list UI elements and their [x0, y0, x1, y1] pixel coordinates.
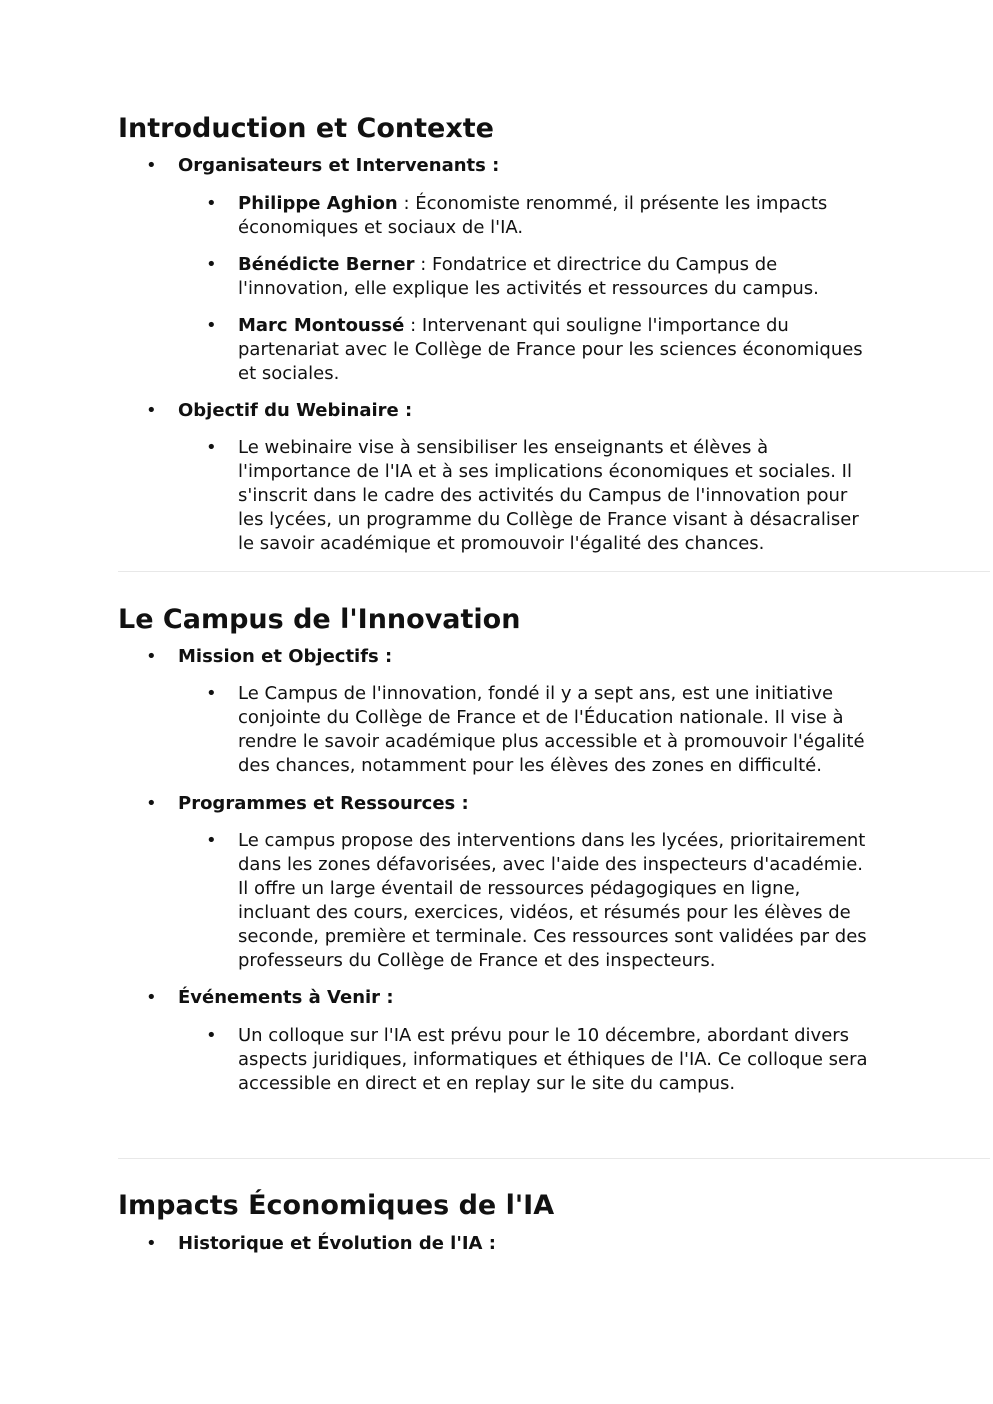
section-divider — [118, 1158, 990, 1159]
list-item — [118, 399, 872, 556]
paragraph-text: Un colloque sur l'IA est prévu pour le 10 décembre, abordant divers aspects juridiques, informatiques et éthiques de l'IA. Ce colloque sera accessible en direct et en replay sur le site du campus. — [238, 1025, 868, 1094]
bullet-icon: • — [206, 254, 217, 275]
bullet-list — [118, 645, 990, 1096]
bullet-icon: • — [146, 155, 157, 176]
section-title: Impacts Économiques de l'IA — [118, 1190, 555, 1221]
section-title: Le Campus de l'Innovation — [118, 604, 521, 635]
sub-list-item — [118, 829, 878, 973]
speaker-name: Bénédicte Berner — [238, 254, 415, 275]
list-item — [118, 154, 872, 386]
sub-bullet-list — [178, 682, 872, 778]
bullet-icon: • — [206, 437, 217, 458]
section-divider — [118, 571, 990, 572]
speaker-description: : Fondatrice et directrice du Campus de l'innovation, elle explique les activités et ressources du campus. — [238, 254, 819, 299]
section-title: Introduction et Contexte — [118, 113, 494, 144]
section-campus — [118, 604, 990, 1096]
list-item — [118, 986, 872, 1096]
sub-list-item — [118, 314, 878, 386]
bullet-icon: • — [206, 1025, 217, 1046]
list-item — [118, 645, 872, 778]
sub-bullet-list — [178, 1024, 872, 1096]
list-item-label: Historique et Évolution de l'IA : — [178, 1233, 496, 1254]
bullet-icon: • — [206, 830, 217, 851]
list-item-label: Programmes et Ressources : — [178, 793, 469, 814]
bullet-icon: • — [146, 987, 157, 1008]
list-item-label: Événements à Venir : — [178, 987, 394, 1008]
sub-list-item — [118, 1024, 878, 1096]
list-item — [118, 1232, 872, 1256]
section-introduction — [118, 113, 990, 556]
bullet-icon: • — [206, 315, 217, 336]
list-item — [118, 792, 872, 973]
paragraph-text: Le campus propose des interventions dans les lycées, prioritairement dans les zones défavorisées, avec l'aide des inspecteurs d'académie. Il offre un large éventail de ressources pédagogiques en ligne, incluant des cours, exercices, vidéos, et résumés pour les élèves de seconde, première et terminale. Ces ressources sont validées par des professeurs du Collège de France et des inspecteurs. — [238, 830, 867, 971]
paragraph-text: Le webinaire vise à sensibiliser les enseignants et élèves à l'importance de l'IA et à ses implications économiques et sociales. Il s'inscrit dans le cadre des activités du Campus de l'innovation pour les lycées, un programme du Collège de France visant à désacraliser le savoir académique et promouvoir l'égalité des chances. — [238, 437, 859, 554]
list-item-label: Objectif du Webinaire : — [178, 400, 413, 421]
list-item-label: Mission et Objectifs : — [178, 646, 393, 667]
speaker-description: : Intervenant qui souligne l'importance du partenariat avec le Collège de France pour les sciences économiques et sociales. — [238, 315, 863, 384]
bullet-icon: • — [146, 1233, 157, 1254]
paragraph-text: Le Campus de l'innovation, fondé il y a sept ans, est une initiative conjointe du Collège de France et de l'Éducation nationale. Il vise à rendre le savoir académique plus accessible et à promouvoir l'égalité des chances, notamment pour les élèves des zones en difficulté. — [238, 683, 865, 776]
bullet-icon: • — [146, 793, 157, 814]
sub-list-item — [118, 436, 878, 556]
bullet-icon: • — [146, 400, 157, 421]
sub-list-item — [118, 192, 878, 240]
speaker-description: : Économiste renommé, il présente les impacts économiques et sociaux de l'IA. — [238, 193, 828, 238]
sub-bullet-list — [178, 436, 872, 556]
bullet-icon: • — [146, 646, 157, 667]
bullet-icon: • — [206, 683, 217, 704]
bullet-icon: • — [206, 193, 217, 214]
sub-list-item — [118, 253, 878, 301]
speaker-name: Marc Montoussé — [238, 315, 405, 336]
sub-list-item — [118, 682, 878, 778]
list-item-label: Organisateurs et Intervenants : — [178, 155, 500, 176]
bullet-list — [118, 1232, 990, 1256]
sub-bullet-list — [178, 829, 872, 973]
bullet-list — [118, 154, 990, 556]
section-economic-impacts — [118, 1190, 990, 1256]
sub-bullet-list — [178, 192, 872, 386]
speaker-name: Philippe Aghion — [238, 193, 398, 214]
